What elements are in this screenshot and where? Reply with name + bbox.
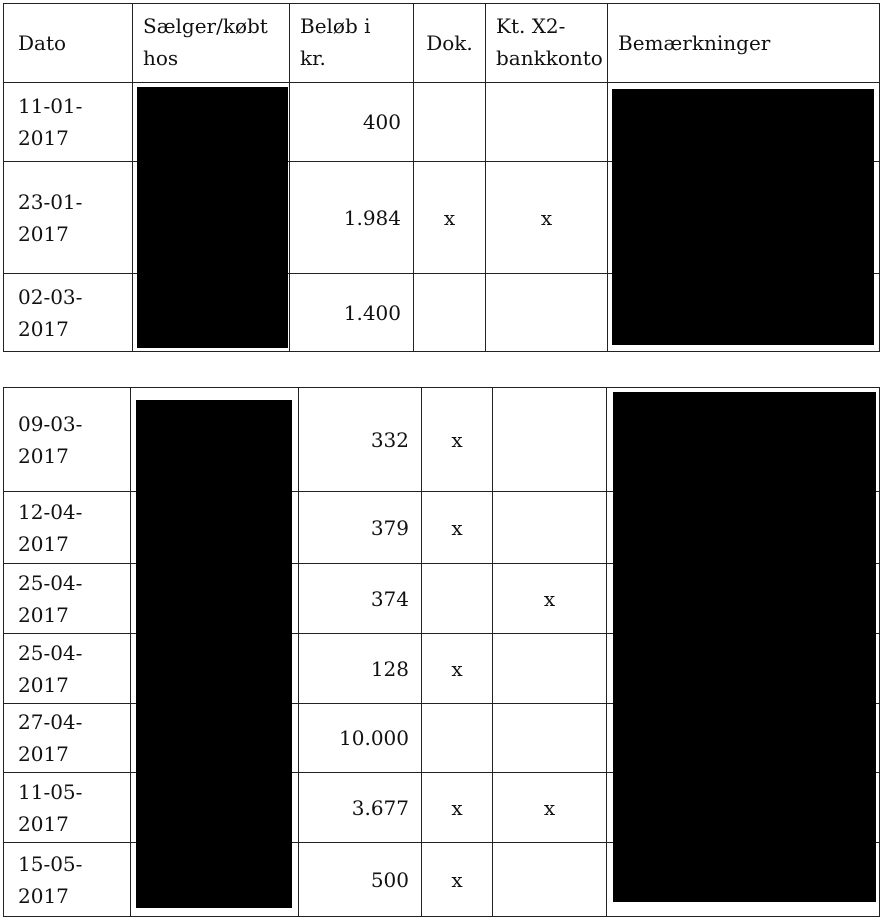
date-line1: 02-03- [18, 284, 83, 309]
dok-cell: x [414, 162, 486, 274]
header-beloeb [290, 4, 414, 83]
amount-cell: 374 [299, 564, 422, 634]
amount-cell: 1.400 [290, 274, 414, 352]
amount-cell: 332 [299, 388, 422, 492]
redaction-block-remarks-2 [613, 392, 876, 902]
date-line2: 2017 [18, 883, 69, 908]
kt-cell: x [493, 773, 607, 843]
date-line2: 2017 [18, 742, 69, 766]
kt-cell: x [493, 564, 607, 634]
dok-cell: x [422, 388, 493, 492]
date-line1: 11-01- [18, 94, 83, 118]
header-dok: Dok. [414, 4, 486, 83]
header-beloeb-line2: kr. [300, 46, 326, 70]
dok-cell [414, 83, 486, 162]
date-cell [4, 634, 131, 704]
dok-cell [422, 704, 493, 773]
date-line2: 2017 [18, 443, 69, 468]
amount-cell: 10.000 [299, 704, 422, 773]
dok-cell [414, 274, 486, 352]
date-line1: 25-04- [18, 570, 83, 595]
header-kt-line1: Kt. X2- [496, 14, 566, 38]
date-line2: 2017 [18, 811, 69, 836]
date-cell [4, 773, 131, 843]
amount-cell: 400 [290, 83, 414, 162]
header-bemaerkninger: Bemærkninger [608, 4, 880, 83]
date-cell [4, 843, 131, 917]
amount-cell: 1.984 [290, 162, 414, 274]
kt-cell [486, 83, 608, 162]
header-kt [486, 4, 608, 83]
date-line1: 25-04- [18, 640, 83, 665]
header-saelger-line1: Sælger/købt [143, 14, 268, 38]
date-line1: 23-01- [18, 189, 83, 214]
dok-cell: x [422, 634, 493, 704]
date-line1: 09-03- [18, 411, 83, 436]
date-cell [4, 162, 133, 274]
date-line1: 27-04- [18, 710, 83, 734]
date-line2: 2017 [18, 316, 69, 341]
date-line1: 11-05- [18, 779, 83, 804]
kt-cell [486, 274, 608, 352]
kt-cell [493, 388, 607, 492]
amount-cell: 3.677 [299, 773, 422, 843]
date-cell [4, 83, 133, 162]
dok-cell: x [422, 773, 493, 843]
kt-cell [493, 843, 607, 917]
date-cell [4, 388, 131, 492]
date-cell [4, 492, 131, 564]
kt-cell: x [486, 162, 608, 274]
dok-cell [422, 564, 493, 634]
date-cell [4, 274, 133, 352]
header-dato: Dato [4, 4, 133, 83]
kt-cell [493, 634, 607, 704]
date-cell [4, 564, 131, 634]
date-line2: 2017 [18, 531, 69, 556]
date-line1: 12-04- [18, 499, 83, 524]
date-cell [4, 704, 131, 773]
header-beloeb-line1: Beløb i [300, 14, 371, 38]
date-line2: 2017 [18, 221, 69, 246]
header-saelger [133, 4, 290, 83]
kt-cell [493, 492, 607, 564]
header-row [4, 4, 880, 83]
header-saelger-line2: hos [143, 46, 179, 70]
dok-cell: x [422, 492, 493, 564]
amount-cell: 500 [299, 843, 422, 917]
redaction-block-seller-2 [136, 400, 292, 908]
amount-cell: 379 [299, 492, 422, 564]
dok-cell: x [422, 843, 493, 917]
kt-cell [493, 704, 607, 773]
date-line1: 15-05- [18, 851, 83, 876]
redaction-block-remarks-1 [612, 89, 874, 345]
redaction-block-seller-1 [137, 87, 288, 348]
date-line2: 2017 [18, 126, 69, 150]
amount-cell: 128 [299, 634, 422, 704]
header-kt-line2: bankkonto [496, 46, 603, 70]
date-line2: 2017 [18, 602, 69, 627]
date-line2: 2017 [18, 672, 69, 697]
